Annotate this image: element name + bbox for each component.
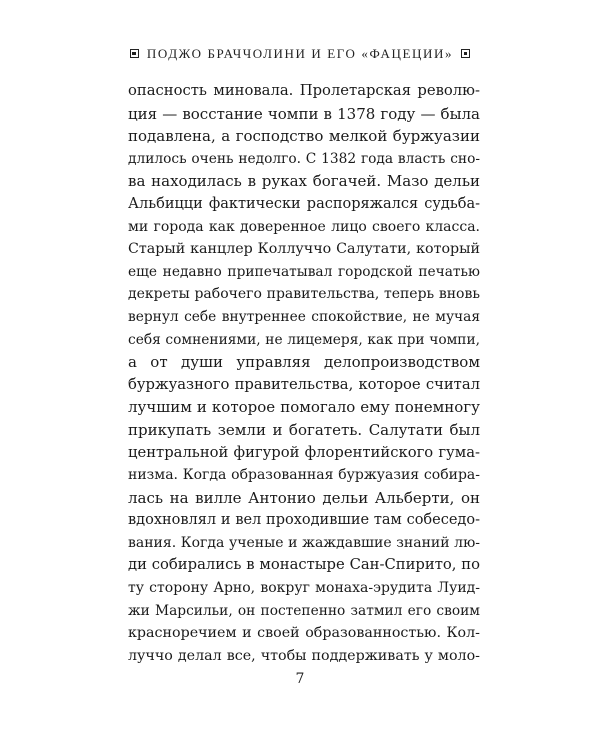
text-line: вания. Когда ученые и жаждавшие знаний лю- — [128, 534, 480, 551]
text-line: декреты рабочего правительства, теперь вновь — [128, 286, 480, 303]
text-line: ми города как доверенное лицо своего класса. — [128, 218, 480, 235]
text-line: себя сомнениями, не лицемеря, как при чомпи, — [128, 331, 480, 348]
text-line: луччо делал все, чтобы поддерживать у моло- — [128, 647, 480, 664]
text-line: буржуазного правительства, которое считал — [128, 375, 480, 393]
text-line: лась на вилле Антонио дельи Альберти, он — [128, 488, 480, 507]
text-line: еще недавно припечатывал городской печатью — [128, 263, 480, 280]
text-line: прикупать земли и богатеть. Салутати был — [128, 420, 480, 439]
text-line: опасность миновала. Пролетарская револю- — [128, 82, 480, 99]
text-line: а от души управляя делопроизводством — [128, 353, 480, 372]
running-head — [0, 46, 600, 62]
text-line: подавлена, а господство мелкой буржуазии — [128, 127, 480, 146]
text-line: длилось очень недолго. С 1382 года власть сно- — [128, 150, 480, 167]
text-line: Старый канцлер Коллуччо Салутати, который — [128, 241, 480, 258]
text-line: вернул себе внутреннее спокойствие, не мучая — [128, 308, 480, 325]
text-line: ту сторону Арно, вокруг монаха-эрудита Луид- — [128, 580, 480, 597]
ornament-square-icon — [461, 49, 470, 58]
page-number: 7 — [295, 671, 305, 687]
running-head-title: ПОДЖО БРАЧЧОЛИНИ И ЕГО «ФАЦЕЦИИ» — [146, 46, 454, 61]
body-text — [128, 80, 480, 667]
text-line: ди собирались в монастыре Сан-Спирито, по — [128, 556, 480, 574]
text-line: низма. Когда образованная буржуазия собира- — [128, 467, 480, 484]
text-line: жи Марсильи, он постепенно затмил его своим — [128, 602, 480, 619]
ornament-square-icon — [130, 49, 139, 58]
text-line: центральной фигурой флорентийского гума- — [128, 443, 480, 461]
text-line: лучшим и которое помогало ему понемногу — [128, 398, 480, 417]
text-line: ва находилась в руках богачей. Мазо дельи — [128, 172, 480, 191]
text-line: красноречием и своей образованностью. Кол- — [128, 625, 480, 642]
text-line: Альбицци фактически распоряжался судьба- — [128, 195, 480, 212]
text-line: ция — восстание чомпи в 1378 году — была — [128, 104, 480, 123]
text-line: вдохновлял и вел проходившие там собеседо- — [128, 512, 480, 529]
